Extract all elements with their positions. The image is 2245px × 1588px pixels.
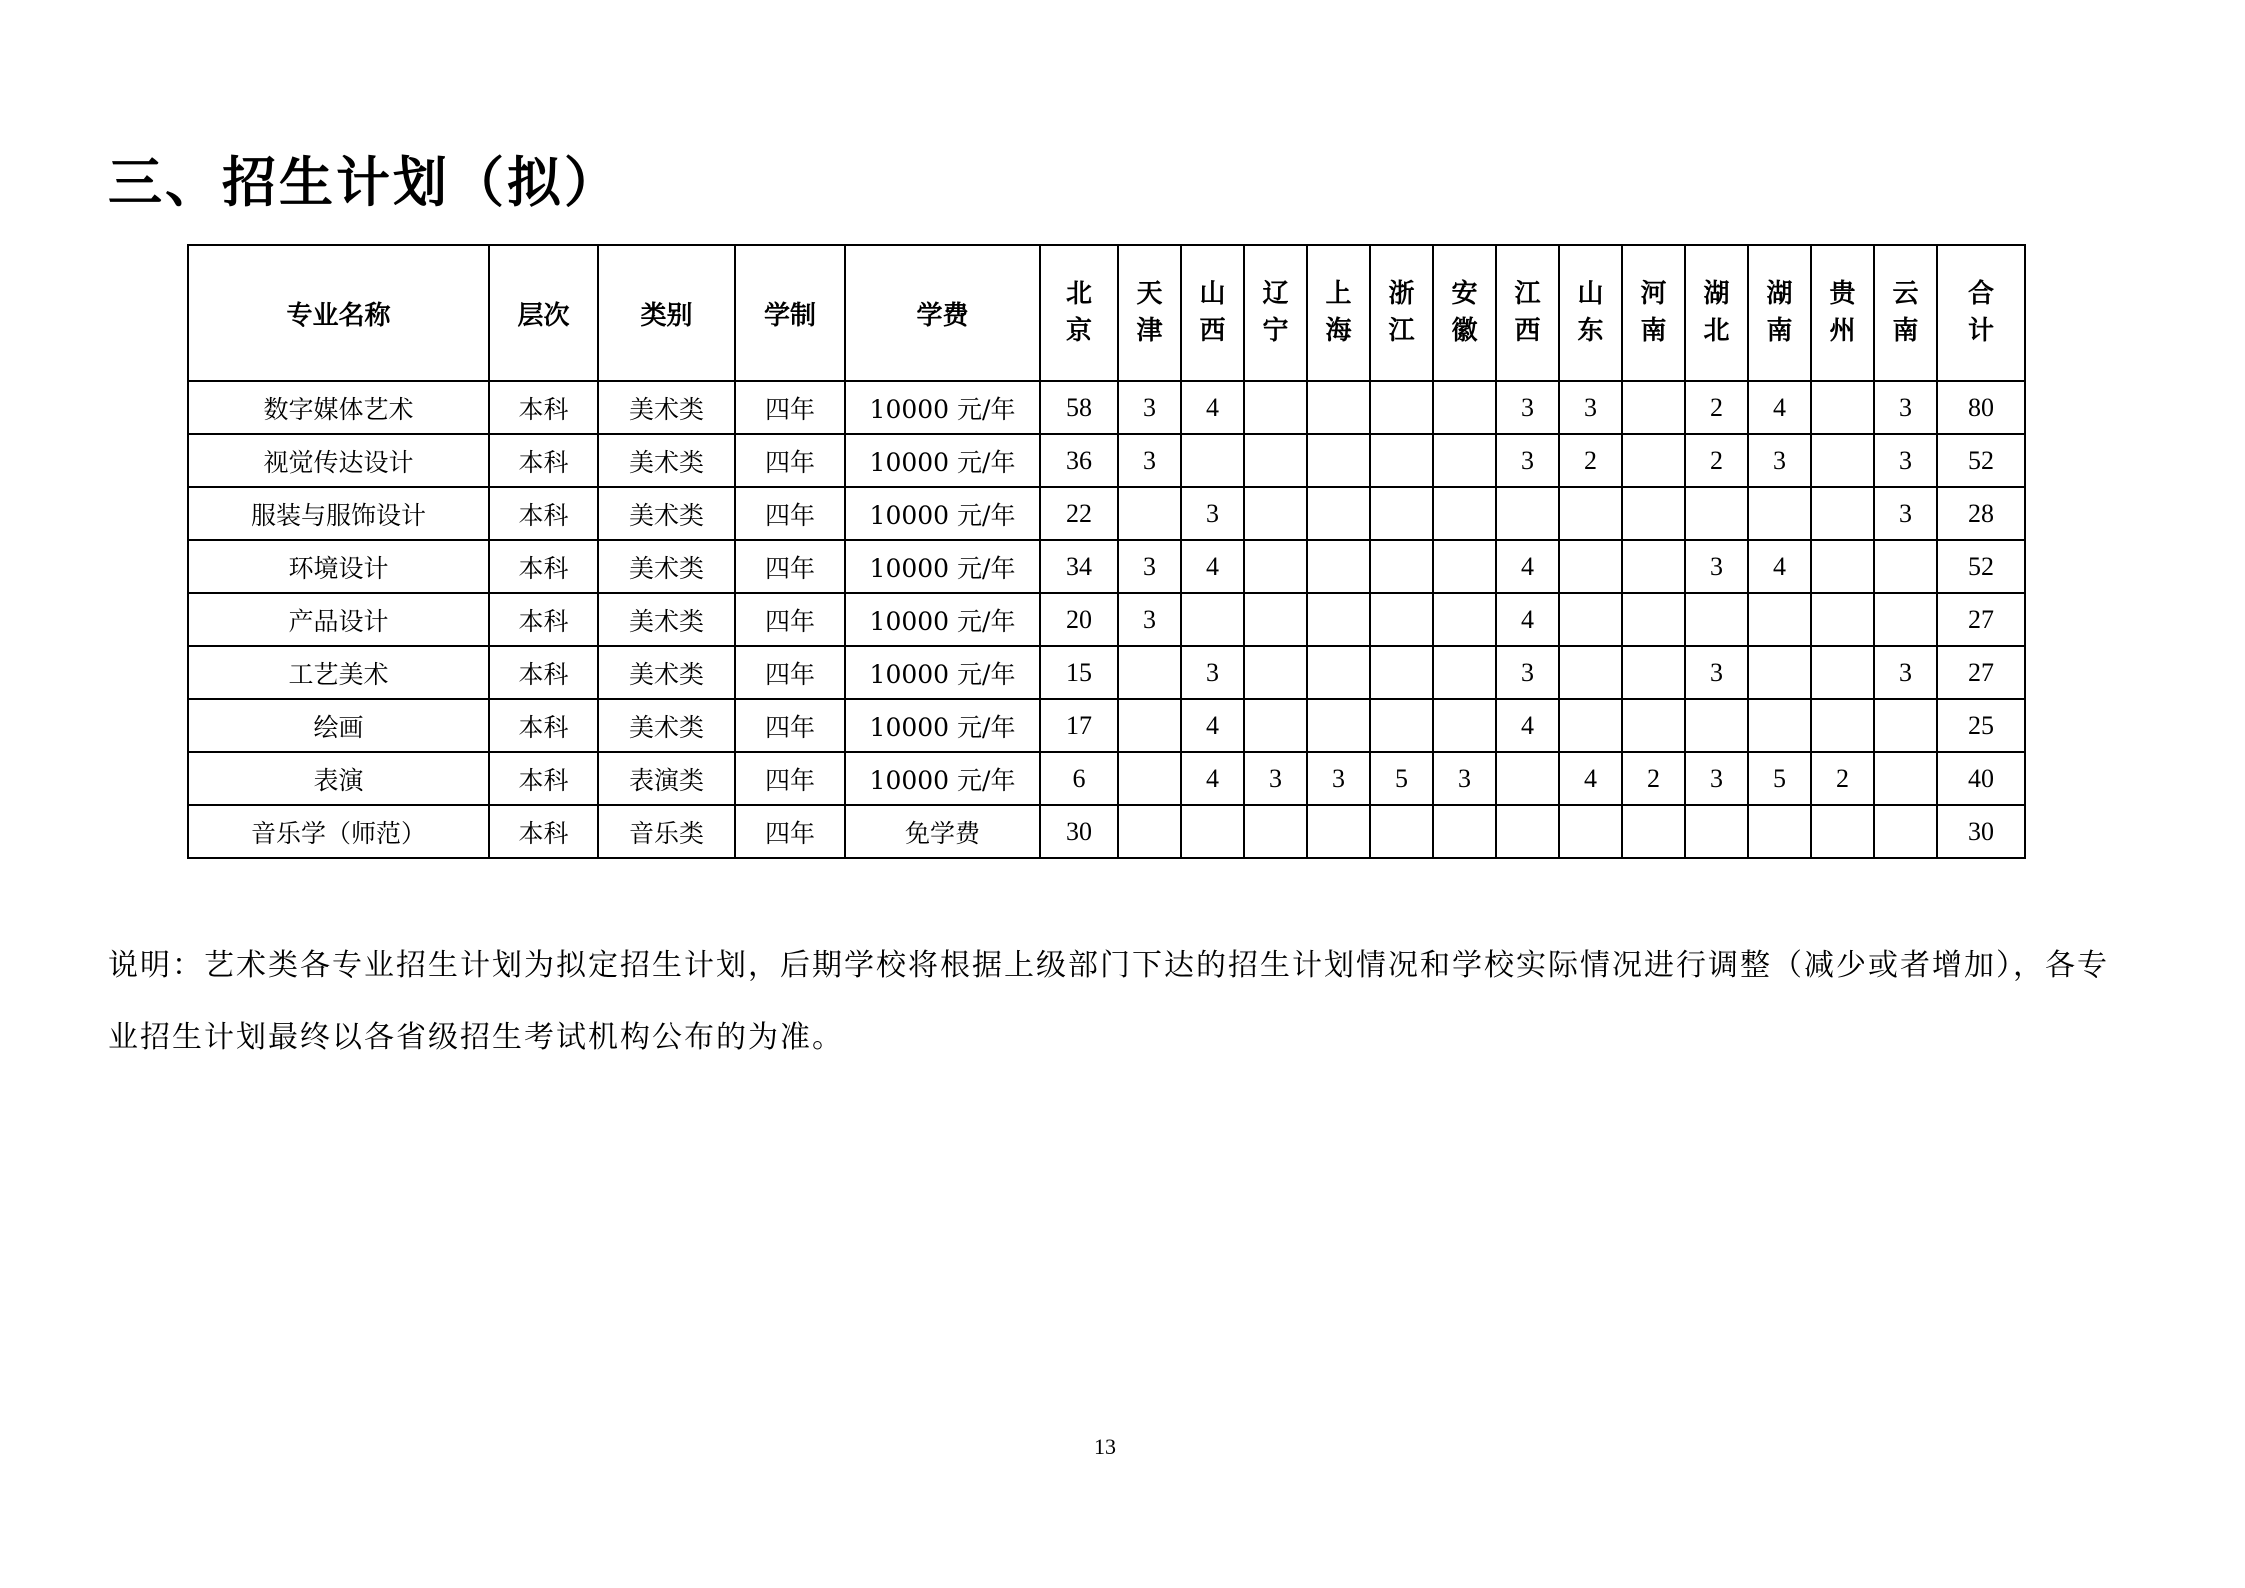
page-number: 13	[1094, 1434, 1116, 1459]
cell-major: 数字媒体艺术	[188, 381, 489, 434]
cell-province-count: 3	[1496, 434, 1559, 487]
cell-tuition: 免学费	[845, 805, 1040, 858]
cell-province-count	[1748, 699, 1811, 752]
cell-province-count	[1748, 593, 1811, 646]
header-province-char: 北	[1703, 316, 1730, 346]
cell-province-count	[1244, 593, 1307, 646]
cell-province-count	[1307, 487, 1370, 540]
cell-province-count	[1181, 593, 1244, 646]
cell-total: 30	[1937, 805, 2025, 858]
cell-duration: 四年	[735, 593, 845, 646]
header-province-char: 天	[1136, 279, 1163, 309]
cell-province-count	[1811, 805, 1874, 858]
cell-province-count	[1181, 434, 1244, 487]
cell-level: 本科	[489, 434, 598, 487]
table-row	[188, 434, 2025, 487]
cell-province-count: 4	[1496, 593, 1559, 646]
cell-province-count: 6	[1040, 752, 1118, 805]
header-province-char: 海	[1325, 316, 1352, 346]
header-province	[1118, 245, 1181, 381]
cell-total: 28	[1937, 487, 2025, 540]
header-province-char: 西	[1514, 316, 1541, 346]
header-province	[1181, 245, 1244, 381]
cell-tuition: 10000 元/年	[845, 434, 1040, 487]
cell-category: 音乐类	[598, 805, 735, 858]
cell-province-count	[1622, 646, 1685, 699]
header-province	[1685, 245, 1748, 381]
cell-province-count: 36	[1040, 434, 1118, 487]
header-province-char: 安	[1451, 279, 1478, 309]
header-total-char: 计	[1967, 316, 1994, 346]
cell-level: 本科	[489, 540, 598, 593]
header-province-char: 东	[1577, 316, 1604, 346]
cell-province-count	[1433, 540, 1496, 593]
cell-province-count	[1496, 805, 1559, 858]
header-province	[1622, 245, 1685, 381]
header-province-char: 辽	[1262, 279, 1289, 309]
cell-province-count: 34	[1040, 540, 1118, 593]
cell-province-count	[1811, 699, 1874, 752]
cell-province-count	[1622, 805, 1685, 858]
header-province	[1748, 245, 1811, 381]
cell-province-count	[1244, 487, 1307, 540]
header-province	[1370, 245, 1433, 381]
cell-province-count	[1559, 540, 1622, 593]
cell-province-count	[1118, 487, 1181, 540]
cell-province-count	[1244, 540, 1307, 593]
cell-province-count: 5	[1370, 752, 1433, 805]
cell-province-count	[1433, 434, 1496, 487]
header-province-char: 宁	[1262, 316, 1289, 346]
cell-province-count: 2	[1685, 381, 1748, 434]
cell-province-count	[1559, 805, 1622, 858]
cell-province-count	[1307, 434, 1370, 487]
cell-level: 本科	[489, 593, 598, 646]
cell-province-count	[1559, 487, 1622, 540]
cell-total: 27	[1937, 646, 2025, 699]
cell-province-count	[1685, 593, 1748, 646]
header-province-char: 京	[1065, 316, 1092, 346]
cell-province-count	[1811, 646, 1874, 699]
header-province-char: 南	[1892, 316, 1919, 346]
cell-province-count	[1307, 593, 1370, 646]
cell-major: 工艺美术	[188, 646, 489, 699]
cell-province-count	[1244, 805, 1307, 858]
cell-province-count	[1307, 646, 1370, 699]
header-major: 专业名称	[188, 245, 489, 381]
table-row	[188, 487, 2025, 540]
cell-province-count: 3	[1874, 646, 1937, 699]
cell-province-count: 3	[1874, 381, 1937, 434]
cell-province-count	[1433, 487, 1496, 540]
header-province-char: 南	[1766, 316, 1793, 346]
cell-province-count	[1370, 646, 1433, 699]
table-row	[188, 593, 2025, 646]
cell-province-count	[1370, 593, 1433, 646]
cell-province-count: 4	[1559, 752, 1622, 805]
cell-province-count	[1370, 699, 1433, 752]
cell-province-count	[1685, 487, 1748, 540]
cell-total: 27	[1937, 593, 2025, 646]
cell-major: 表演	[188, 752, 489, 805]
cell-province-count	[1181, 805, 1244, 858]
header-province-char: 南	[1640, 316, 1667, 346]
cell-total: 80	[1937, 381, 2025, 434]
cell-tuition: 10000 元/年	[845, 593, 1040, 646]
cell-major: 视觉传达设计	[188, 434, 489, 487]
cell-province-count	[1811, 381, 1874, 434]
cell-province-count: 3	[1685, 752, 1748, 805]
cell-province-count	[1244, 646, 1307, 699]
cell-category: 美术类	[598, 434, 735, 487]
cell-province-count: 3	[1685, 540, 1748, 593]
cell-tuition: 10000 元/年	[845, 487, 1040, 540]
cell-province-count	[1874, 752, 1937, 805]
cell-province-count: 3	[1118, 434, 1181, 487]
header-province-char: 河	[1640, 279, 1667, 309]
cell-province-count	[1748, 805, 1811, 858]
cell-tuition: 10000 元/年	[845, 540, 1040, 593]
cell-province-count: 22	[1040, 487, 1118, 540]
header-province-char: 湖	[1703, 279, 1730, 309]
cell-province-count	[1559, 593, 1622, 646]
cell-province-count	[1622, 487, 1685, 540]
header-tuition: 学费	[845, 245, 1040, 381]
cell-province-count: 3	[1118, 593, 1181, 646]
cell-province-count: 3	[1118, 381, 1181, 434]
cell-province-count: 3	[1559, 381, 1622, 434]
cell-duration: 四年	[735, 381, 845, 434]
cell-tuition: 10000 元/年	[845, 752, 1040, 805]
cell-total: 40	[1937, 752, 2025, 805]
header-province-char: 江	[1388, 316, 1415, 346]
cell-province-count	[1433, 593, 1496, 646]
cell-province-count	[1874, 805, 1937, 858]
header-province-char: 山	[1577, 279, 1604, 309]
cell-province-count: 3	[1181, 646, 1244, 699]
table-header-row	[188, 245, 2025, 381]
cell-province-count	[1748, 646, 1811, 699]
cell-province-count	[1622, 593, 1685, 646]
cell-province-count: 4	[1181, 752, 1244, 805]
cell-province-count	[1433, 699, 1496, 752]
cell-category: 美术类	[598, 540, 735, 593]
table-body	[188, 381, 2025, 858]
cell-province-count	[1559, 646, 1622, 699]
cell-province-count	[1370, 434, 1433, 487]
cell-province-count	[1685, 805, 1748, 858]
cell-province-count: 3	[1496, 381, 1559, 434]
cell-province-count	[1685, 699, 1748, 752]
cell-province-count	[1307, 381, 1370, 434]
table-row	[188, 699, 2025, 752]
cell-province-count: 3	[1685, 646, 1748, 699]
cell-province-count	[1874, 593, 1937, 646]
cell-tuition: 10000 元/年	[845, 699, 1040, 752]
header-total-char: 合	[1967, 279, 1994, 309]
cell-level: 本科	[489, 381, 598, 434]
table-row	[188, 805, 2025, 858]
cell-province-count	[1370, 805, 1433, 858]
cell-tuition: 10000 元/年	[845, 646, 1040, 699]
cell-level: 本科	[489, 646, 598, 699]
cell-province-count	[1307, 540, 1370, 593]
cell-province-count: 4	[1496, 540, 1559, 593]
cell-province-count: 4	[1496, 699, 1559, 752]
cell-province-count: 3	[1748, 434, 1811, 487]
cell-category: 美术类	[598, 381, 735, 434]
header-province-char: 西	[1199, 316, 1226, 346]
header-province-char: 上	[1325, 279, 1352, 309]
cell-level: 本科	[489, 752, 598, 805]
header-province-char: 徽	[1451, 316, 1478, 346]
cell-duration: 四年	[735, 540, 845, 593]
header-province-char: 浙	[1388, 279, 1415, 309]
cell-province-count: 2	[1559, 434, 1622, 487]
header-duration: 学制	[735, 245, 845, 381]
header-province-char: 云	[1892, 279, 1919, 309]
cell-province-count	[1811, 487, 1874, 540]
cell-total: 52	[1937, 540, 2025, 593]
cell-province-count	[1244, 699, 1307, 752]
cell-province-count: 58	[1040, 381, 1118, 434]
cell-province-count	[1307, 805, 1370, 858]
cell-province-count	[1433, 381, 1496, 434]
cell-duration: 四年	[735, 487, 845, 540]
header-province-char: 湖	[1766, 279, 1793, 309]
cell-major: 服装与服饰设计	[188, 487, 489, 540]
cell-province-count: 3	[1496, 646, 1559, 699]
table-row	[188, 646, 2025, 699]
cell-province-count: 4	[1181, 381, 1244, 434]
cell-tuition: 10000 元/年	[845, 381, 1040, 434]
header-province	[1811, 245, 1874, 381]
explanation-note: 说明：艺术类各专业招生计划为拟定招生计划，后期学校将根据上级部门下达的招生计划情况和学校实际情况进行调整（减少或者增加），各专业招生计划最终以各省级招生考试机构公布的为准。	[108, 948, 2109, 1055]
cell-category: 美术类	[598, 487, 735, 540]
cell-province-count: 17	[1040, 699, 1118, 752]
cell-duration: 四年	[735, 752, 845, 805]
enrollment-plan-table	[187, 244, 2026, 859]
cell-province-count	[1622, 699, 1685, 752]
cell-province-count	[1496, 487, 1559, 540]
cell-level: 本科	[489, 487, 598, 540]
cell-province-count	[1433, 805, 1496, 858]
cell-level: 本科	[489, 699, 598, 752]
cell-province-count	[1118, 805, 1181, 858]
cell-province-count	[1811, 434, 1874, 487]
cell-category: 美术类	[598, 699, 735, 752]
header-province-char: 州	[1829, 316, 1856, 346]
header-province	[1244, 245, 1307, 381]
header-province	[1307, 245, 1370, 381]
header-total	[1937, 245, 2025, 381]
cell-province-count: 3	[1433, 752, 1496, 805]
cell-category: 美术类	[598, 593, 735, 646]
cell-total: 25	[1937, 699, 2025, 752]
cell-province-count: 2	[1622, 752, 1685, 805]
cell-province-count	[1874, 699, 1937, 752]
cell-province-count: 5	[1748, 752, 1811, 805]
header-province-char: 津	[1136, 316, 1163, 346]
cell-province-count	[1307, 699, 1370, 752]
cell-province-count	[1370, 487, 1433, 540]
cell-major: 产品设计	[188, 593, 489, 646]
cell-province-count	[1811, 593, 1874, 646]
cell-province-count: 20	[1040, 593, 1118, 646]
cell-province-count: 4	[1181, 540, 1244, 593]
cell-province-count	[1811, 540, 1874, 593]
cell-province-count	[1433, 646, 1496, 699]
cell-major: 绘画	[188, 699, 489, 752]
page-title: 三、招生计划（拟）	[108, 151, 621, 214]
cell-province-count	[1559, 699, 1622, 752]
cell-province-count	[1244, 381, 1307, 434]
cell-province-count: 3	[1874, 487, 1937, 540]
header-province-char: 山	[1199, 279, 1226, 309]
cell-province-count: 4	[1748, 381, 1811, 434]
cell-major: 环境设计	[188, 540, 489, 593]
cell-province-count: 30	[1040, 805, 1118, 858]
cell-province-count: 2	[1685, 434, 1748, 487]
table-row	[188, 381, 2025, 434]
cell-province-count: 3	[1874, 434, 1937, 487]
cell-province-count	[1622, 434, 1685, 487]
cell-province-count	[1748, 487, 1811, 540]
cell-level: 本科	[489, 805, 598, 858]
header-category: 类别	[598, 245, 735, 381]
cell-duration: 四年	[735, 646, 845, 699]
cell-province-count: 4	[1748, 540, 1811, 593]
cell-province-count	[1496, 752, 1559, 805]
cell-province-count: 4	[1181, 699, 1244, 752]
cell-province-count	[1118, 752, 1181, 805]
cell-province-count	[1370, 540, 1433, 593]
cell-province-count	[1370, 381, 1433, 434]
cell-province-count: 3	[1244, 752, 1307, 805]
cell-total: 52	[1937, 434, 2025, 487]
header-province-char: 北	[1065, 279, 1092, 309]
table-row	[188, 540, 2025, 593]
cell-province-count	[1622, 540, 1685, 593]
header-province-char: 贵	[1829, 279, 1856, 309]
header-province-char: 江	[1514, 279, 1541, 309]
cell-major: 音乐学（师范）	[188, 805, 489, 858]
header-province	[1040, 245, 1118, 381]
cell-province-count: 15	[1040, 646, 1118, 699]
cell-province-count	[1118, 646, 1181, 699]
header-province	[1874, 245, 1937, 381]
cell-province-count	[1244, 434, 1307, 487]
cell-province-count: 3	[1307, 752, 1370, 805]
header-province	[1496, 245, 1559, 381]
cell-duration: 四年	[735, 434, 845, 487]
cell-province-count: 2	[1811, 752, 1874, 805]
cell-province-count: 3	[1118, 540, 1181, 593]
header-level: 层次	[489, 245, 598, 381]
cell-province-count	[1622, 381, 1685, 434]
cell-duration: 四年	[735, 805, 845, 858]
cell-province-count: 3	[1181, 487, 1244, 540]
cell-category: 美术类	[598, 646, 735, 699]
cell-province-count	[1118, 699, 1181, 752]
header-province	[1559, 245, 1622, 381]
table-row	[188, 752, 2025, 805]
cell-duration: 四年	[735, 699, 845, 752]
cell-province-count	[1874, 540, 1937, 593]
header-province	[1433, 245, 1496, 381]
cell-category: 表演类	[598, 752, 735, 805]
